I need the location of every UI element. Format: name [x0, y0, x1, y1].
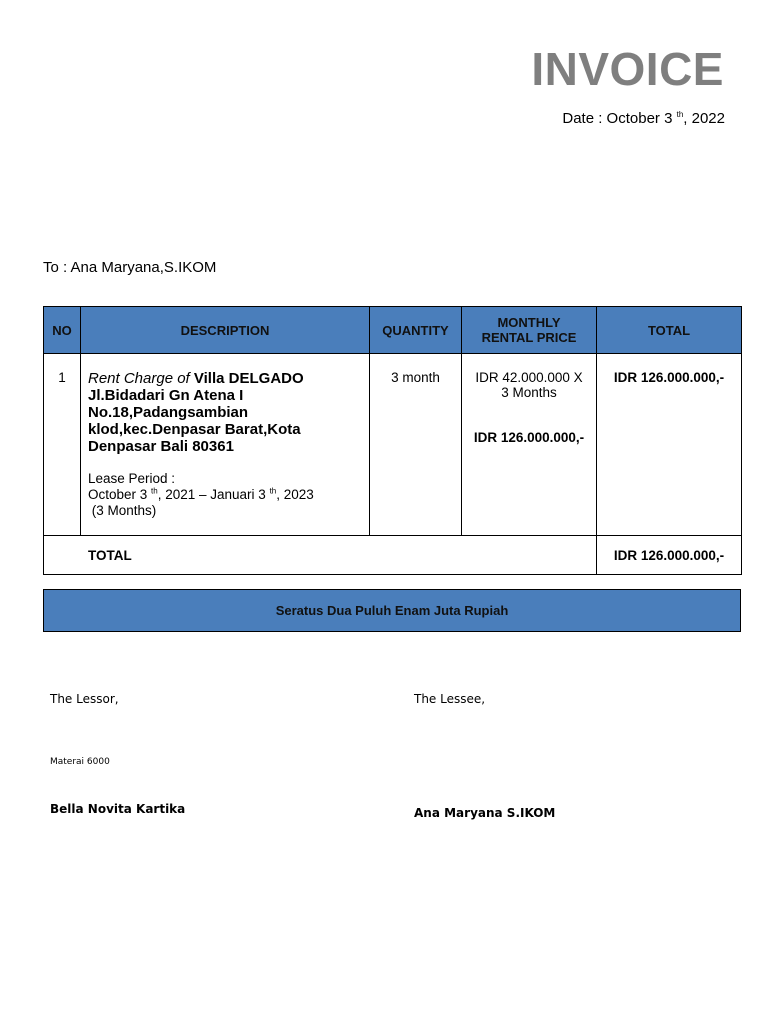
col-header-total: TOTAL: [597, 307, 742, 354]
row-quantity: 3 month: [370, 354, 462, 536]
monthly-header-line1: MONTHLY: [497, 315, 561, 330]
row-total: IDR 126.000.000,-: [597, 354, 742, 536]
lease-end-suffix: th: [269, 486, 277, 496]
invoice-title: INVOICE: [531, 43, 724, 95]
lease-label: Lease Period :: [88, 471, 176, 486]
row-description: [81, 354, 370, 536]
lease-start: October 3: [88, 487, 148, 502]
col-header-description: DESCRIPTION: [81, 307, 370, 354]
lease-end: , 2023: [276, 487, 314, 502]
date-suffix: th: [676, 110, 684, 119]
col-header-quantity: QUANTITY: [370, 307, 462, 354]
total-value: IDR 126.000.000,-: [597, 536, 742, 575]
lease-period: [88, 471, 365, 519]
total-label: TOTAL: [44, 536, 597, 575]
lease-months: (3 Months): [88, 503, 157, 518]
lease-dates: [88, 487, 365, 503]
table-row: [44, 354, 742, 536]
date-label: Date : October 3: [562, 110, 673, 127]
lessee-label: The Lessee,: [414, 692, 486, 706]
invoice-table: [43, 306, 742, 575]
price-line1: IDR 42.000.000 X: [475, 370, 583, 385]
lease-mid: , 2021 – Januari 3: [157, 487, 266, 502]
monthly-header-line2: RENTAL PRICE: [481, 330, 577, 345]
recipient-line: To : Ana Maryana,S.IKOM: [43, 259, 217, 276]
col-header-no: NO: [44, 307, 81, 354]
lessee-name: Ana Maryana S.IKOM: [414, 806, 556, 820]
lessor-name: Bella Novita Kartika: [50, 802, 186, 816]
col-header-monthly-price: [462, 307, 597, 354]
price-total: IDR 126.000.000,-: [473, 430, 585, 445]
invoice-date: [562, 110, 725, 127]
lessor-label: The Lessor,: [50, 692, 119, 706]
table-total-row: [44, 536, 742, 575]
lease-start-suffix: th: [151, 486, 158, 496]
date-year: , 2022: [683, 110, 725, 127]
row-monthly-price: [462, 354, 597, 536]
row-no: 1: [44, 354, 81, 536]
stamp-duty-note: Materai 6000: [50, 757, 110, 767]
description-text: [88, 370, 365, 455]
amount-in-words: Seratus Dua Puluh Enam Juta Rupiah: [43, 589, 741, 632]
table-header-row: [44, 307, 742, 354]
description-property: Villa DELGADO Jl.Bidadari Gn Atena I No.18,Padangsambian klod,kec.Denpasar Barat,Kota Denpasar Bali 80361: [88, 370, 304, 455]
price-line2: 3 Months: [501, 385, 557, 400]
description-lead: Rent Charge of: [88, 370, 190, 387]
